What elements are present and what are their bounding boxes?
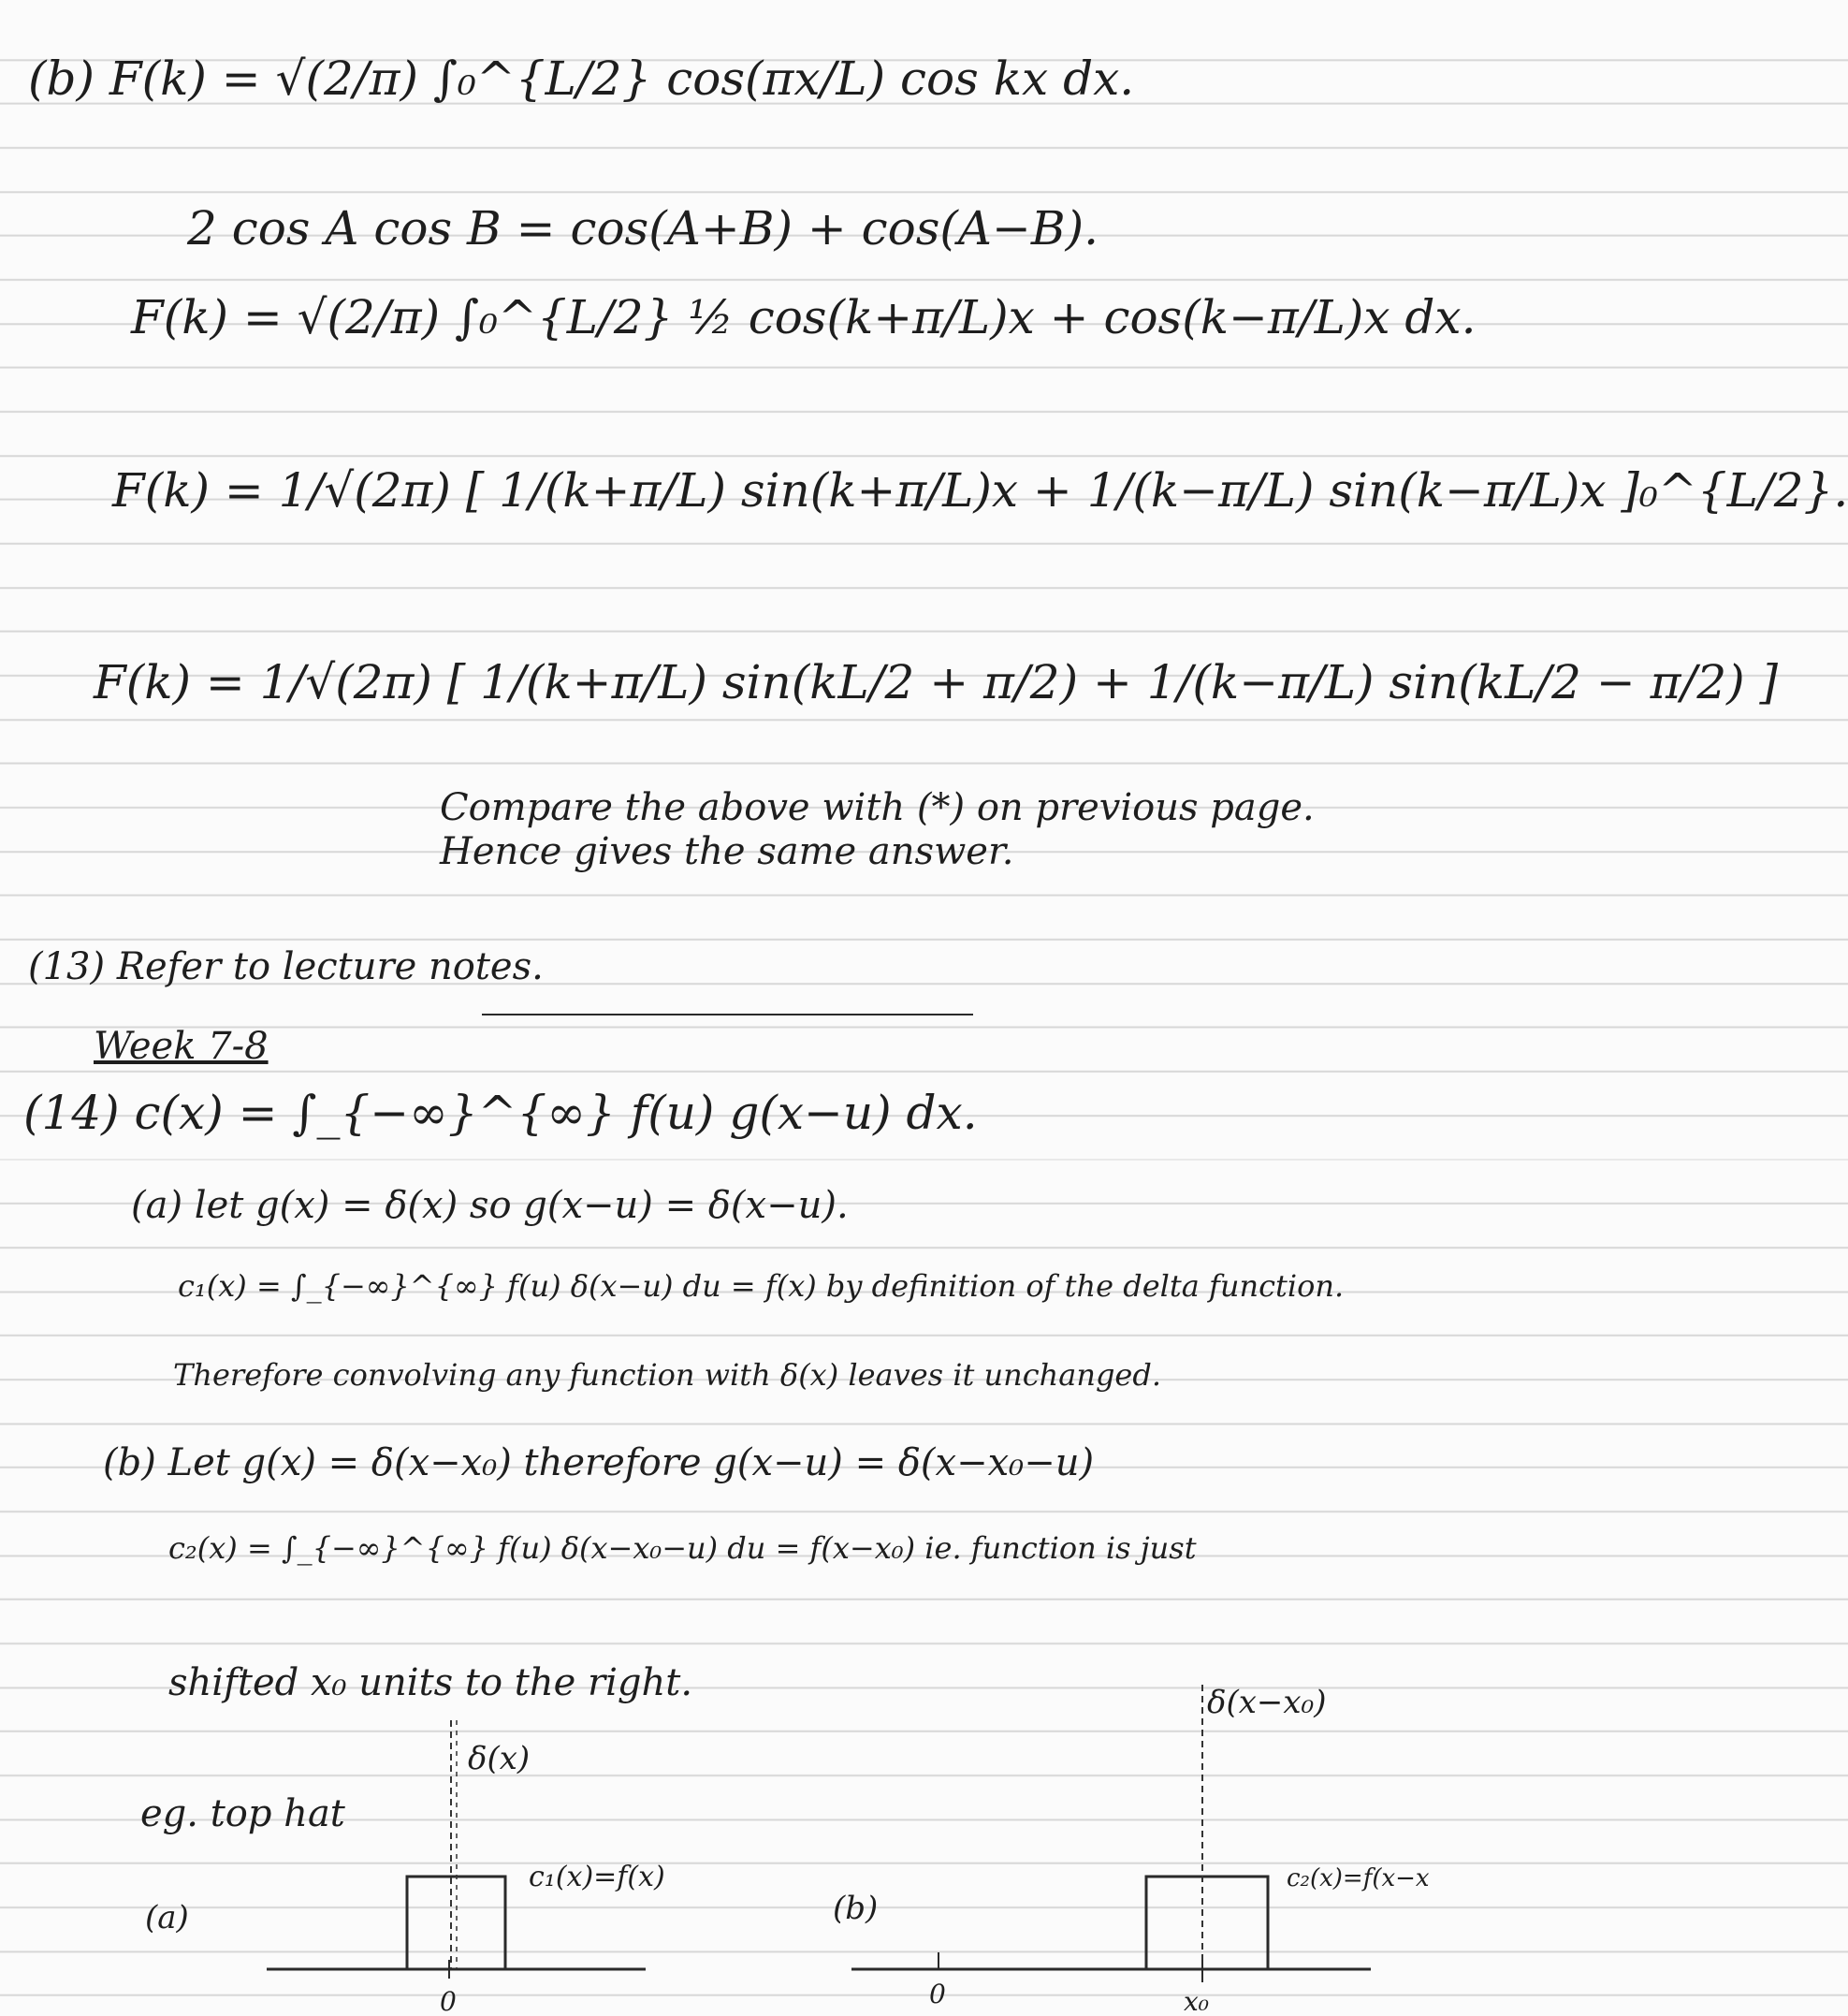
top-hat-a <box>407 1877 505 1969</box>
note-convolution-unchanged: Therefore convolving any function with δ(x) leaves it unchanged. <box>173 1357 1162 1393</box>
label-panel-a: (a) <box>145 1899 189 1936</box>
label-c1: c₁(x)=f(x) <box>529 1861 665 1893</box>
eq-fk-integrated: F(k) = 1/√(2π) [ 1/(k+π/L) sin(k+π/L)x + 1/(k−π/L) sin(k−π/L)x ]₀^{L/2}. <box>112 463 1848 518</box>
label-zero-a: 0 <box>440 1986 457 2016</box>
note-compare-previous: Compare the above with (*) on previous page. <box>440 786 1315 829</box>
eq-cos-product-identity: 2 cos A cos B = cos(A+B) + cos(A−B). <box>187 201 1099 256</box>
eq-fk-evaluated: F(k) = 1/√(2π) [ 1/(k+π/L) sin(kL/2 + π/2) + 1/(k−π/L) sin(kL/2 − π/2) ] <box>94 655 1779 709</box>
label-panel-b: (b) <box>833 1890 879 1927</box>
top-hat-b <box>1146 1877 1268 1969</box>
eq-14b-let-shifted-delta: (b) Let g(x) = δ(x−x₀) therefore g(x−u) = δ(x−x₀−u) <box>103 1441 1095 1484</box>
section-heading-week: Week 7-8 <box>94 1025 269 1068</box>
eq-c1-result: c₁(x) = ∫_{−∞}^{∞} f(u) δ(x−u) du = f(x) by definition of the delta function. <box>178 1268 1345 1304</box>
eq-fourier-transform-b: (b) F(k) = √(2/π) ∫₀^{L/2} cos(πx/L) cos kx dx. <box>28 51 1135 106</box>
label-x0: x₀ <box>1184 1986 1210 2016</box>
eq-fk-expanded: F(k) = √(2/π) ∫₀^{L/2} ½ cos(k+π/L)x + cos(k−π/L)x dx. <box>131 290 1477 344</box>
eq-c2-result: c₂(x) = ∫_{−∞}^{∞} f(u) δ(x−x₀−u) du = f(x−x₀) ie. function is just <box>168 1530 1197 1566</box>
eq-14-convolution: (14) c(x) = ∫_{−∞}^{∞} f(u) g(x−u) dx. <box>23 1086 978 1140</box>
item-13-refer-notes: (13) Refer to lecture notes. <box>28 945 544 988</box>
eq-14a-let-delta: (a) let g(x) = δ(x) so g(x−u) = δ(x−u). <box>131 1184 849 1227</box>
note-shifted-right: shifted x₀ units to the right. <box>168 1661 693 1704</box>
label-zero-b: 0 <box>929 1979 946 2009</box>
label-c2: c₂(x)=f(x−x <box>1287 1864 1430 1892</box>
note-same-answer: Hence gives the same answer. <box>440 830 1014 873</box>
note-eg-top-hat: eg. top hat <box>140 1792 345 1835</box>
label-delta-b: δ(x−x₀) <box>1207 1684 1327 1721</box>
label-delta-a: δ(x) <box>468 1740 531 1777</box>
